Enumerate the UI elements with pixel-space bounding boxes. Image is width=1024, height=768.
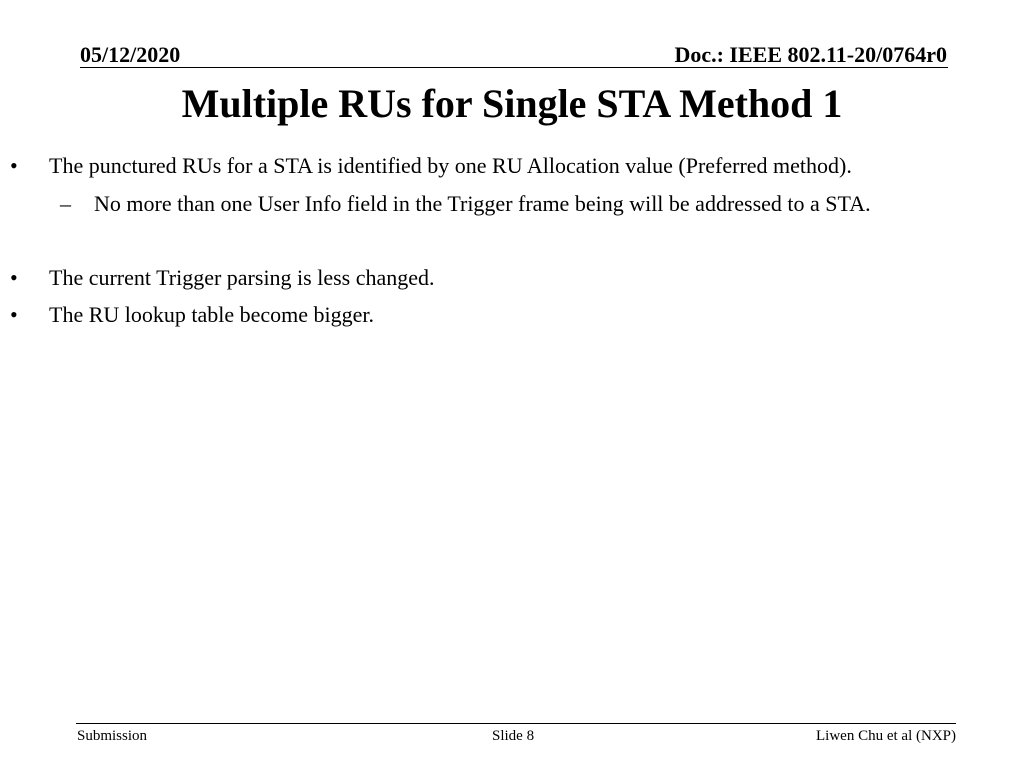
bullet-text: The punctured RUs for a STA is identified by one RU Allocation value (Preferred method). — [49, 153, 852, 178]
footer-divider — [76, 723, 956, 724]
bullet-marker: • — [10, 302, 18, 327]
bullet-text: The current Trigger parsing is less changed. — [49, 265, 435, 290]
sub-bullet-text: No more than one User Info field in the Trigger frame being will be addressed to a STA. — [94, 191, 871, 216]
header-divider — [80, 67, 948, 68]
bullet-marker: • — [10, 265, 18, 290]
footer-author: Liwen Chu et al (NXP) — [816, 728, 956, 744]
sub-bullet-marker: – — [60, 191, 71, 216]
footer-submission: Submission — [77, 728, 148, 744]
footer-slide-number: Slide 8 — [492, 728, 535, 744]
header-doc-id: Doc.: IEEE 802.11-20/0764r0 — [674, 42, 947, 67]
bullet-marker: • — [10, 153, 18, 178]
slide-title: Multiple RUs for Single STA Method 1 — [181, 81, 843, 126]
header-date: 05/12/2020 — [80, 42, 181, 67]
bullet-text: The RU lookup table become bigger. — [49, 302, 375, 327]
